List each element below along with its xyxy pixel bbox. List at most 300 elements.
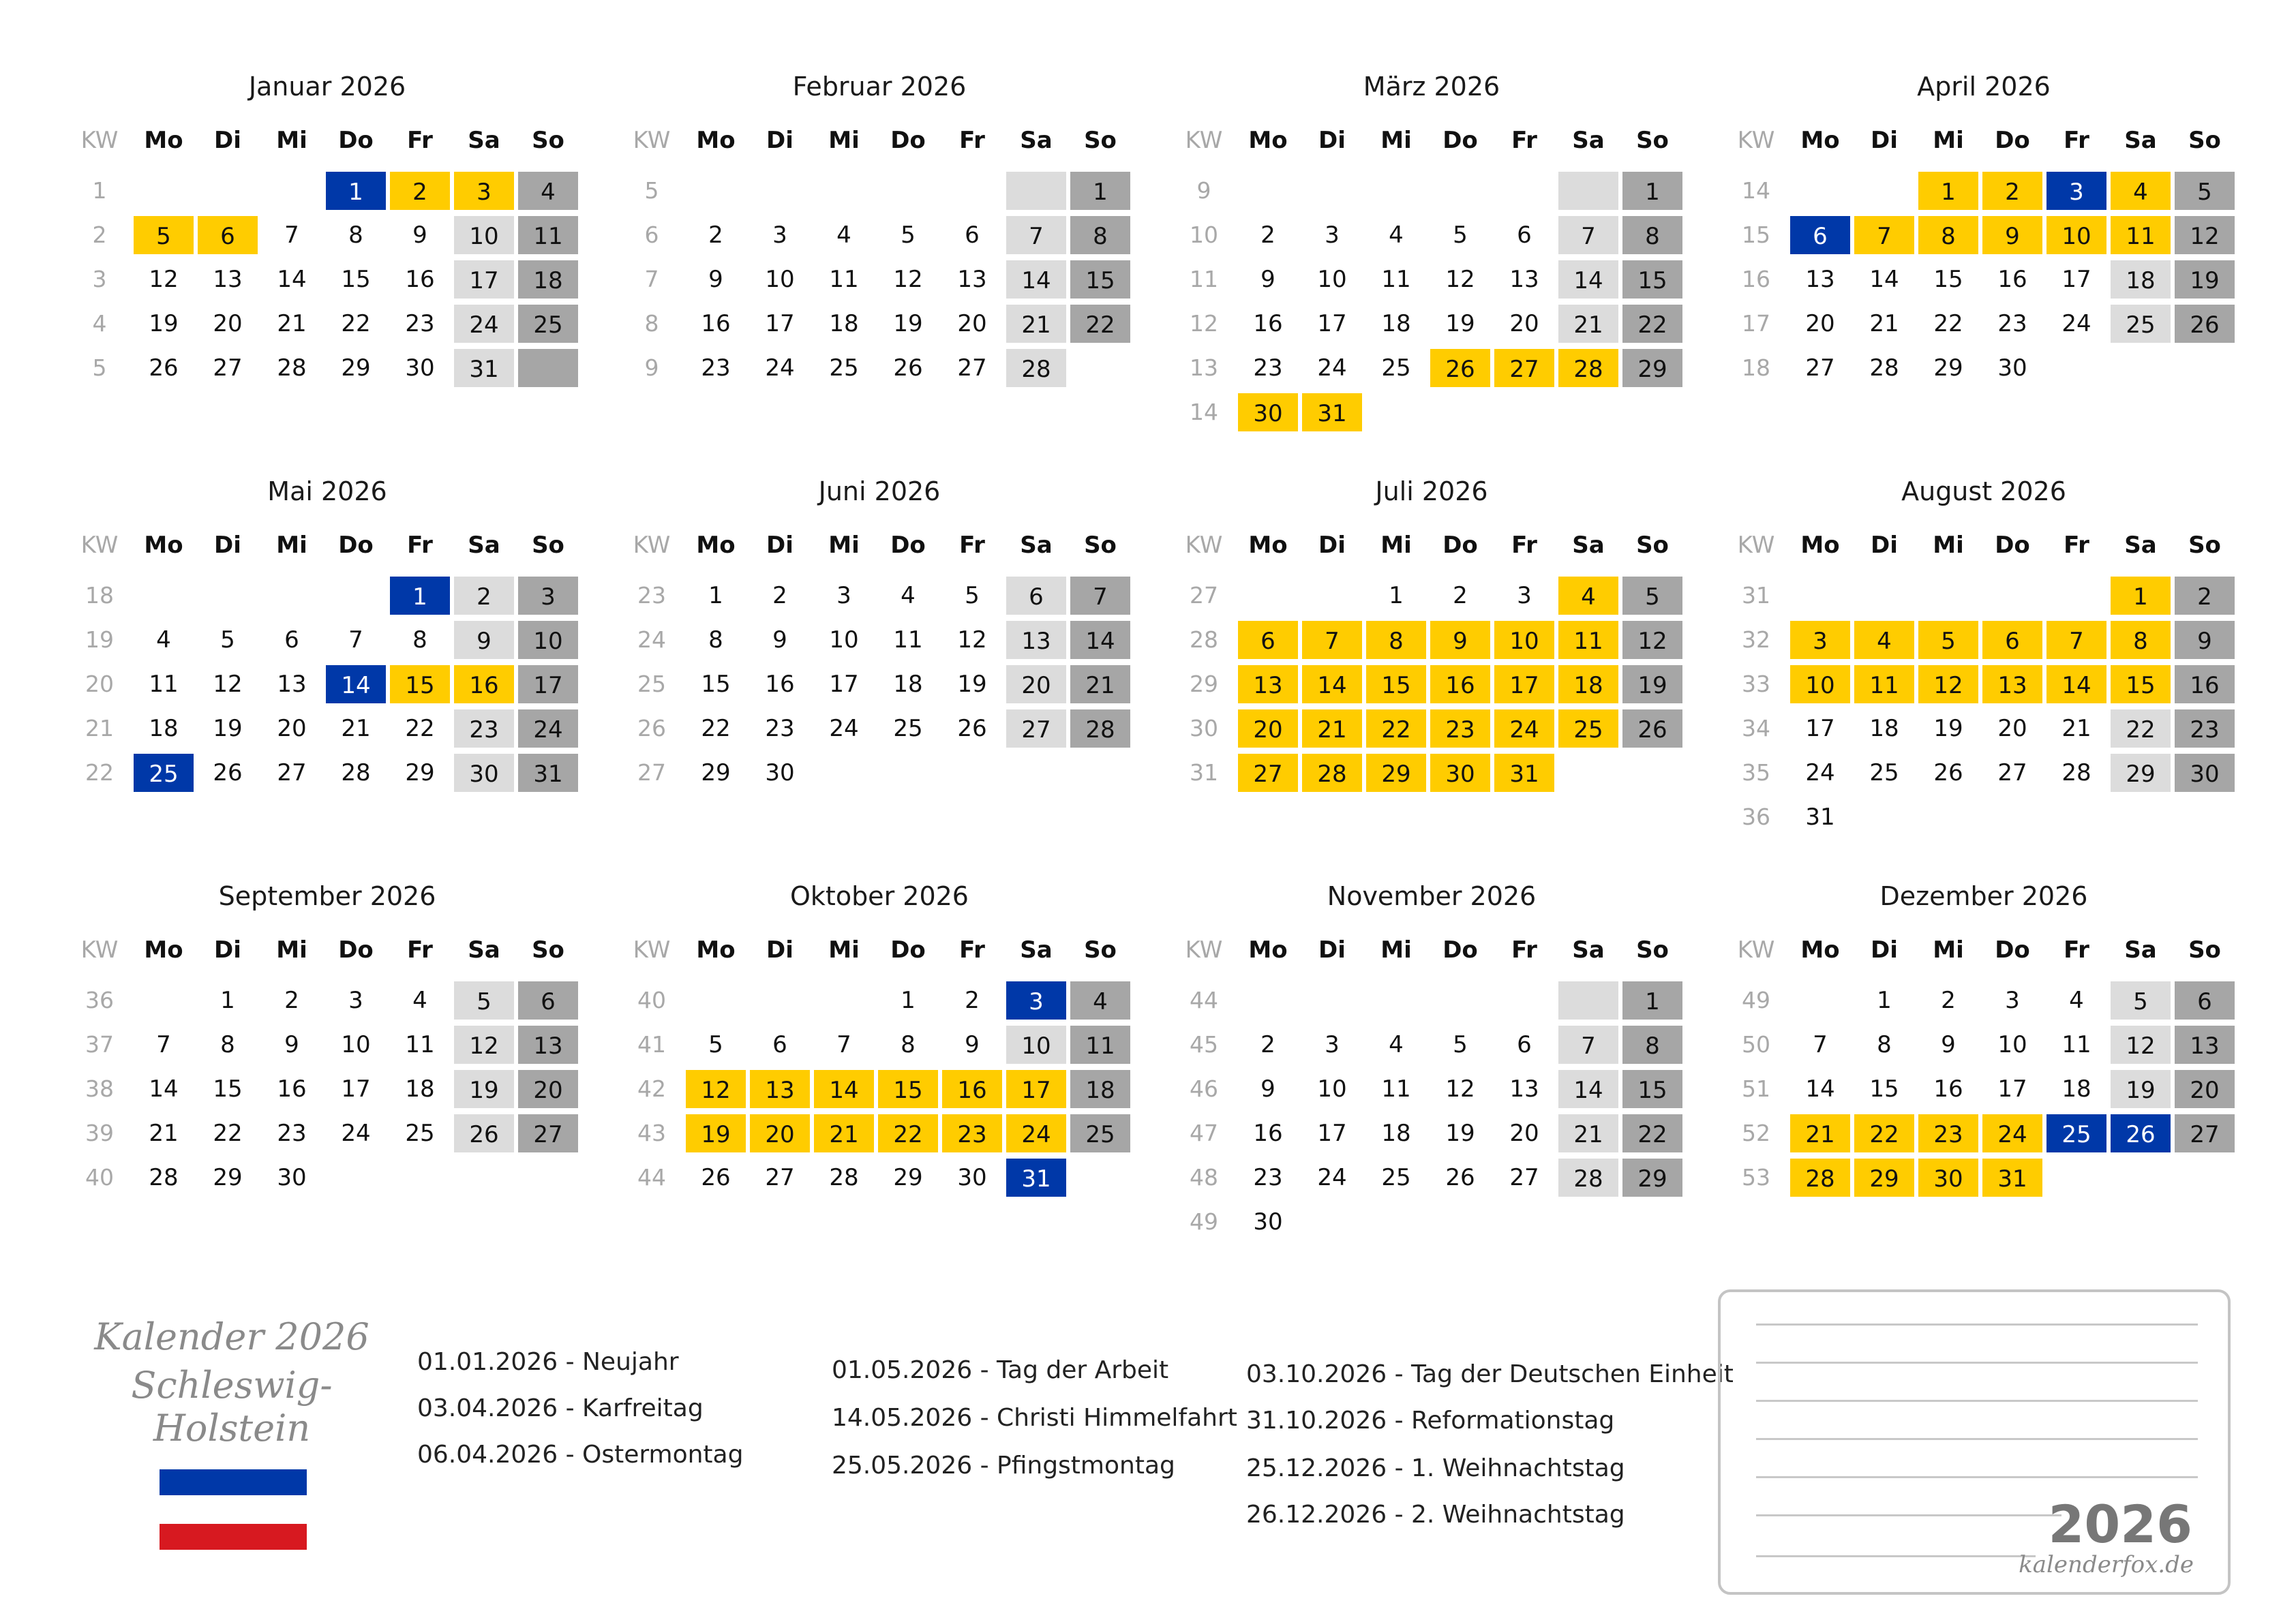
day-cell: 8 xyxy=(220,1031,235,1058)
week-number: 42 xyxy=(637,1075,666,1102)
month-title: August 2026 xyxy=(1901,476,2066,506)
month-title: Februar 2026 xyxy=(792,72,967,102)
sunday-cell: 24 xyxy=(517,708,579,749)
day-cell: 5 xyxy=(220,626,235,654)
month-title: Dezember 2026 xyxy=(1879,881,2088,911)
day-cell: 28 xyxy=(341,759,371,786)
weekday-header: So xyxy=(1084,532,1117,559)
day-cell: 7 xyxy=(156,1031,171,1058)
week-number: 32 xyxy=(1742,626,1770,653)
day-cell: 15 xyxy=(213,1075,243,1103)
sunday-cell: 22 xyxy=(1621,1113,1684,1154)
day-cell: 1 xyxy=(220,987,235,1014)
day-cell: 2 xyxy=(772,582,787,609)
school-holiday-day-cell: 8 xyxy=(1365,619,1428,660)
weekday-header: Fr xyxy=(2064,532,2089,559)
school-holiday-day-cell: 6 xyxy=(1237,619,1299,660)
week-number: 53 xyxy=(1742,1164,1770,1191)
weekday-header: Do xyxy=(1995,936,2030,964)
school-holiday-day-cell: 13 xyxy=(1981,664,2044,705)
month-title: Januar 2026 xyxy=(248,72,406,102)
sunday-cell: 17 xyxy=(517,664,579,705)
school-holiday-day-cell: 14 xyxy=(1301,664,1363,705)
saturday-cell: 20 xyxy=(1005,664,1068,705)
day-cell: 10 xyxy=(1997,1031,2027,1058)
week-number: 14 xyxy=(1742,177,1770,204)
day-cell: 8 xyxy=(1877,1031,1892,1058)
school-holiday-day-cell: 7 xyxy=(1853,215,1916,256)
day-cell: 6 xyxy=(1517,1031,1532,1058)
day-cell: 20 xyxy=(1509,1120,1539,1147)
day-cell: 20 xyxy=(1997,715,2027,742)
sunday-cell: 19 xyxy=(1621,664,1684,705)
saturday-cell: 14 xyxy=(1557,259,1620,300)
day-cell: 10 xyxy=(341,1031,371,1058)
weekday-header: Sa xyxy=(2124,532,2157,559)
day-cell: 2 xyxy=(1453,582,1468,609)
day-cell: 28 xyxy=(1869,354,1899,382)
weekday-header: Fr xyxy=(2064,936,2089,964)
day-cell: 27 xyxy=(957,354,987,382)
holiday-item: 03.04.2026 - Karfreitag xyxy=(417,1394,704,1422)
sunday-cell: 27 xyxy=(2173,1113,2236,1154)
calendar-title xyxy=(75,1315,389,1450)
day-cell: 9 xyxy=(708,266,723,293)
day-cell: 23 xyxy=(277,1120,307,1147)
day-cell: 22 xyxy=(701,715,731,742)
holiday-item: 25.05.2026 - Pfingstmontag xyxy=(832,1452,1175,1480)
school-holiday-day-cell: 1 xyxy=(2109,575,2172,616)
school-holiday-day-cell: 6 xyxy=(196,215,259,256)
school-holiday-day-cell: 30 xyxy=(1429,752,1492,793)
day-cell: 24 xyxy=(765,354,795,382)
day-cell: 14 xyxy=(277,266,307,293)
day-cell: 9 xyxy=(284,1031,299,1058)
sunday-cell: 10 xyxy=(517,619,579,660)
week-number: 41 xyxy=(637,1031,666,1058)
week-number: 36 xyxy=(85,987,114,1013)
day-cell: 30 xyxy=(277,1164,307,1191)
weekday-header: Di xyxy=(1871,936,1898,964)
week-number: 18 xyxy=(1742,354,1770,381)
school-holiday-day-cell: 4 xyxy=(2109,170,2172,211)
kw-header: KW xyxy=(1737,936,1775,964)
weekday-header: Mi xyxy=(1380,532,1412,559)
note-line xyxy=(1756,1476,2198,1478)
week-number: 14 xyxy=(1190,399,1218,425)
school-holiday-day-cell: 4 xyxy=(1557,575,1620,616)
day-cell: 17 xyxy=(1317,310,1347,337)
day-cell: 12 xyxy=(213,671,243,698)
saturday-cell: 14 xyxy=(1005,259,1068,300)
holiday-item: 06.04.2026 - Ostermontag xyxy=(417,1441,744,1469)
day-cell: 11 xyxy=(893,626,923,654)
day-cell: 4 xyxy=(836,221,851,249)
school-holiday-day-cell: 15 xyxy=(389,664,451,705)
week-number: 47 xyxy=(1190,1120,1218,1146)
week-number: 39 xyxy=(85,1120,114,1146)
day-cell: 30 xyxy=(1997,354,2027,382)
day-cell: 26 xyxy=(1445,1164,1475,1191)
day-cell: 9 xyxy=(412,221,427,249)
month-6 xyxy=(620,473,1138,896)
weekday-header: Mi xyxy=(1933,127,1964,154)
school-holiday-day-cell: 30 xyxy=(1917,1157,1980,1198)
day-cell: 21 xyxy=(1869,310,1899,337)
weekday-header: Mi xyxy=(828,936,860,964)
weekday-header: Fr xyxy=(2064,127,2089,154)
day-cell: 24 xyxy=(341,1120,371,1147)
notes-box xyxy=(1718,1289,2231,1595)
day-cell: 4 xyxy=(901,582,916,609)
sunday-cell: 6 xyxy=(2173,980,2236,1021)
day-cell: 16 xyxy=(277,1075,307,1103)
day-cell: 27 xyxy=(1997,759,2027,786)
weekday-header: Sa xyxy=(468,127,500,154)
brand-logo: kalenderfox.de xyxy=(2019,1551,2194,1578)
sunday-cell: 26 xyxy=(2173,303,2236,344)
sunday-cell: 27 xyxy=(517,1113,579,1154)
holiday-day-cell: 14 xyxy=(324,664,387,705)
day-cell: 20 xyxy=(957,310,987,337)
sunday-cell: 15 xyxy=(1621,259,1684,300)
weekday-header: Sa xyxy=(1572,127,1605,154)
sunday-cell: 22 xyxy=(1621,303,1684,344)
school-holiday-day-cell: 31 xyxy=(1493,752,1556,793)
sunday-cell: 5 xyxy=(1621,575,1684,616)
day-cell: 13 xyxy=(1509,1075,1539,1103)
week-number: 38 xyxy=(85,1075,114,1102)
weekday-header: Sa xyxy=(468,936,500,964)
flag-red-stripe xyxy=(160,1524,307,1550)
saturday-cell: 17 xyxy=(453,259,515,300)
month-9 xyxy=(68,878,586,1300)
note-line xyxy=(1756,1362,2198,1364)
week-number: 16 xyxy=(1742,266,1770,292)
week-number: 40 xyxy=(85,1164,114,1191)
school-holiday-day-cell: 23 xyxy=(941,1113,1003,1154)
holiday-item: 31.10.2026 - Reformationstag xyxy=(1246,1407,1615,1435)
day-cell: 21 xyxy=(277,310,307,337)
day-cell: 19 xyxy=(213,715,243,742)
weekday-header: Do xyxy=(1995,532,2030,559)
week-number: 34 xyxy=(1742,715,1770,741)
saturday-cell: 5 xyxy=(453,980,515,1021)
day-cell: 15 xyxy=(1869,1075,1899,1103)
weekday-header: So xyxy=(1636,532,1669,559)
day-cell: 25 xyxy=(1381,354,1411,382)
weekday-header: So xyxy=(532,127,564,154)
school-holiday-day-cell: 14 xyxy=(813,1069,875,1110)
sunday-cell: 20 xyxy=(2173,1069,2236,1110)
holiday-day-cell: 6 xyxy=(1789,215,1852,256)
weekday-header: So xyxy=(532,936,564,964)
weekday-header: Mo xyxy=(1248,936,1288,964)
month-11 xyxy=(1173,878,1691,1300)
month-8 xyxy=(1725,473,2243,896)
day-cell: 24 xyxy=(829,715,859,742)
month-title: September 2026 xyxy=(218,881,436,911)
week-number: 1 xyxy=(92,177,107,204)
day-cell: 13 xyxy=(213,266,243,293)
weekday-header: Mo xyxy=(1800,532,1840,559)
week-number: 24 xyxy=(637,626,666,653)
day-cell: 10 xyxy=(1317,266,1347,293)
week-number: 11 xyxy=(1190,266,1218,292)
weekday-header: Fr xyxy=(1511,127,1537,154)
saturday-cell: 21 xyxy=(1005,303,1068,344)
saturday-cell: 6 xyxy=(1005,575,1068,616)
holiday-day-cell: 3 xyxy=(1005,980,1068,1021)
day-cell: 9 xyxy=(965,1031,980,1058)
school-holiday-day-cell: 28 xyxy=(1789,1157,1852,1198)
school-holiday-day-cell: 22 xyxy=(877,1113,939,1154)
day-cell: 28 xyxy=(2061,759,2091,786)
weekday-header: Fr xyxy=(959,127,985,154)
kw-header: KW xyxy=(1185,936,1223,964)
sunday-cell: 4 xyxy=(517,170,579,211)
holiday-day-cell: 25 xyxy=(132,752,195,793)
week-number: 36 xyxy=(1742,804,1770,830)
weekday-header: Do xyxy=(338,127,374,154)
school-holiday-day-cell: 15 xyxy=(2109,664,2172,705)
school-holiday-day-cell: 22 xyxy=(1853,1113,1916,1154)
school-holiday-day-cell: 2 xyxy=(1981,170,2044,211)
school-holiday-day-cell: 24 xyxy=(1981,1113,2044,1154)
saturday-cell: 24 xyxy=(453,303,515,344)
weekday-header: Mi xyxy=(828,127,860,154)
day-cell: 26 xyxy=(893,354,923,382)
month-title: Mai 2026 xyxy=(267,476,387,506)
day-cell: 25 xyxy=(405,1120,435,1147)
day-cell: 7 xyxy=(1813,1031,1828,1058)
school-holiday-day-cell: 24 xyxy=(1005,1113,1068,1154)
week-number: 19 xyxy=(85,626,114,653)
school-holiday-day-cell: 28 xyxy=(1557,348,1620,388)
day-cell: 16 xyxy=(765,671,795,698)
month-7 xyxy=(1173,473,1691,896)
weekday-header: So xyxy=(2188,532,2221,559)
day-cell: 5 xyxy=(1453,221,1468,249)
day-cell: 9 xyxy=(772,626,787,654)
day-cell: 2 xyxy=(708,221,723,249)
saturday-cell: 7 xyxy=(1557,215,1620,256)
school-holiday-day-cell: 18 xyxy=(1557,664,1620,705)
day-cell: 21 xyxy=(341,715,371,742)
week-number: 33 xyxy=(1742,671,1770,697)
weekday-header: Mo xyxy=(696,936,736,964)
school-holiday-day-cell: 15 xyxy=(1365,664,1428,705)
school-holiday-day-cell: 7 xyxy=(2045,619,2108,660)
school-holiday-day-cell: 15 xyxy=(877,1069,939,1110)
school-holiday-day-cell: 21 xyxy=(1789,1113,1852,1154)
school-holiday-day-cell: 5 xyxy=(1917,619,1980,660)
weekday-header: Do xyxy=(890,936,926,964)
day-cell: 23 xyxy=(701,354,731,382)
week-number: 2 xyxy=(92,221,107,248)
week-number: 7 xyxy=(644,266,659,292)
day-cell: 18 xyxy=(149,715,179,742)
day-cell: 3 xyxy=(2005,987,2020,1014)
week-number: 27 xyxy=(637,759,666,786)
week-number: 46 xyxy=(1190,1075,1218,1102)
day-cell: 25 xyxy=(1381,1164,1411,1191)
saturday-cell: 12 xyxy=(2109,1024,2172,1065)
school-holiday-day-cell: 22 xyxy=(1365,708,1428,749)
day-cell: 21 xyxy=(2061,715,2091,742)
day-cell: 10 xyxy=(1317,1075,1347,1103)
day-cell: 5 xyxy=(965,582,980,609)
saturday-cell: 12 xyxy=(453,1024,515,1065)
holiday-day-cell: 1 xyxy=(389,575,451,616)
sunday-cell: 28 xyxy=(1069,708,1132,749)
day-cell: 4 xyxy=(1389,1031,1404,1058)
week-number: 20 xyxy=(85,671,114,697)
day-cell: 1 xyxy=(1389,582,1404,609)
weekday-header: So xyxy=(2188,936,2221,964)
day-cell: 15 xyxy=(341,266,371,293)
day-cell: 6 xyxy=(965,221,980,249)
day-cell: 13 xyxy=(957,266,987,293)
school-holiday-day-cell: 17 xyxy=(1005,1069,1068,1110)
holiday-item: 25.12.2026 - 1. Weihnachtstag xyxy=(1246,1454,1625,1482)
weekday-header: Mo xyxy=(144,127,183,154)
holiday-day-cell: 1 xyxy=(324,170,387,211)
kw-header: KW xyxy=(80,127,119,154)
weekend-cell-empty xyxy=(1557,980,1620,1021)
kw-header: KW xyxy=(80,532,119,559)
day-cell: 19 xyxy=(149,310,179,337)
day-cell: 12 xyxy=(893,266,923,293)
saturday-cell: 9 xyxy=(453,619,515,660)
day-cell: 28 xyxy=(149,1164,179,1191)
weekday-header: So xyxy=(1636,936,1669,964)
day-cell: 22 xyxy=(405,715,435,742)
week-number: 45 xyxy=(1190,1031,1218,1058)
weekday-header: Mi xyxy=(1933,532,1964,559)
kw-header: KW xyxy=(633,936,671,964)
month-10 xyxy=(620,878,1138,1300)
weekday-header: Mo xyxy=(1800,936,1840,964)
week-number: 17 xyxy=(1742,310,1770,337)
day-cell: 18 xyxy=(829,310,859,337)
day-cell: 5 xyxy=(1453,1031,1468,1058)
day-cell: 17 xyxy=(2061,266,2091,293)
weekday-header: Fr xyxy=(407,532,433,559)
sunday-cell: 15 xyxy=(1621,1069,1684,1110)
sunday-cell: 6 xyxy=(517,980,579,1021)
school-holiday-day-cell: 19 xyxy=(684,1113,747,1154)
day-cell: 30 xyxy=(405,354,435,382)
day-cell: 19 xyxy=(893,310,923,337)
day-cell: 3 xyxy=(1325,221,1340,249)
weekday-header: Sa xyxy=(2124,127,2157,154)
day-cell: 18 xyxy=(1869,715,1899,742)
sunday-cell: 26 xyxy=(1621,708,1684,749)
school-holiday-day-cell: 31 xyxy=(1301,392,1363,433)
kw-header: KW xyxy=(1737,127,1775,154)
day-cell: 30 xyxy=(765,759,795,786)
day-cell: 19 xyxy=(1933,715,1963,742)
school-holiday-day-cell: 12 xyxy=(1917,664,1980,705)
school-holiday-day-cell: 31 xyxy=(1981,1157,2044,1198)
school-holiday-day-cell: 20 xyxy=(1237,708,1299,749)
day-cell: 25 xyxy=(893,715,923,742)
day-cell: 24 xyxy=(1805,759,1835,786)
weekday-header: Do xyxy=(338,532,374,559)
sunday-cell: 14 xyxy=(1069,619,1132,660)
weekday-header: Sa xyxy=(1020,127,1053,154)
weekend-cell-empty xyxy=(1557,170,1620,211)
flag-blue-stripe xyxy=(160,1469,307,1495)
day-cell: 9 xyxy=(1260,1075,1275,1103)
day-cell: 20 xyxy=(1805,310,1835,337)
holiday-item: 26.12.2026 - 2. Weihnachtstag xyxy=(1246,1501,1625,1529)
day-cell: 3 xyxy=(772,221,787,249)
day-cell: 14 xyxy=(1869,266,1899,293)
day-cell: 13 xyxy=(1805,266,1835,293)
day-cell: 8 xyxy=(348,221,363,249)
day-cell: 2 xyxy=(965,987,980,1014)
school-holiday-day-cell: 16 xyxy=(1429,664,1492,705)
weekday-header: Sa xyxy=(1020,532,1053,559)
day-cell: 29 xyxy=(213,1164,243,1191)
day-cell: 13 xyxy=(277,671,307,698)
day-cell: 25 xyxy=(1869,759,1899,786)
day-cell: 7 xyxy=(836,1031,851,1058)
day-cell: 2 xyxy=(1260,221,1275,249)
sunday-cell: 16 xyxy=(2173,664,2236,705)
school-holiday-day-cell: 17 xyxy=(1493,664,1556,705)
weekday-header: Do xyxy=(1442,127,1478,154)
saturday-cell: 19 xyxy=(453,1069,515,1110)
day-cell: 29 xyxy=(341,354,371,382)
weekday-header: Fr xyxy=(959,936,985,964)
day-cell: 2 xyxy=(1941,987,1956,1014)
week-number: 35 xyxy=(1742,759,1770,786)
saturday-cell: 30 xyxy=(453,752,515,793)
holiday-item: 03.10.2026 - Tag der Deutschen Einheit xyxy=(1246,1360,1734,1388)
day-cell: 4 xyxy=(2069,987,2084,1014)
day-cell: 15 xyxy=(1933,266,1963,293)
week-number: 40 xyxy=(637,987,666,1013)
week-number: 5 xyxy=(644,177,659,204)
school-holiday-day-cell: 16 xyxy=(941,1069,1003,1110)
day-cell: 18 xyxy=(1381,1120,1411,1147)
note-line xyxy=(1756,1400,2198,1402)
week-number: 49 xyxy=(1190,1208,1218,1235)
saturday-cell: 14 xyxy=(1557,1069,1620,1110)
week-number: 31 xyxy=(1190,759,1218,786)
week-number: 22 xyxy=(85,759,114,786)
school-holiday-day-cell: 11 xyxy=(2109,215,2172,256)
sunday-cell: 1 xyxy=(1621,980,1684,1021)
month-12 xyxy=(1725,878,2243,1300)
weekday-header: Do xyxy=(1442,532,1478,559)
day-cell: 23 xyxy=(1253,1164,1283,1191)
day-cell: 4 xyxy=(156,626,171,654)
day-cell: 9 xyxy=(1260,266,1275,293)
month-title: April 2026 xyxy=(1917,72,2051,102)
day-cell: 29 xyxy=(1933,354,1963,382)
week-number: 51 xyxy=(1742,1075,1770,1102)
holiday-item: 01.05.2026 - Tag der Arbeit xyxy=(832,1356,1169,1384)
day-cell: 13 xyxy=(1509,266,1539,293)
month-1 xyxy=(68,68,586,491)
school-holiday-day-cell: 9 xyxy=(1981,215,2044,256)
weekday-header: Fr xyxy=(407,936,433,964)
saturday-cell: 21 xyxy=(1557,1113,1620,1154)
